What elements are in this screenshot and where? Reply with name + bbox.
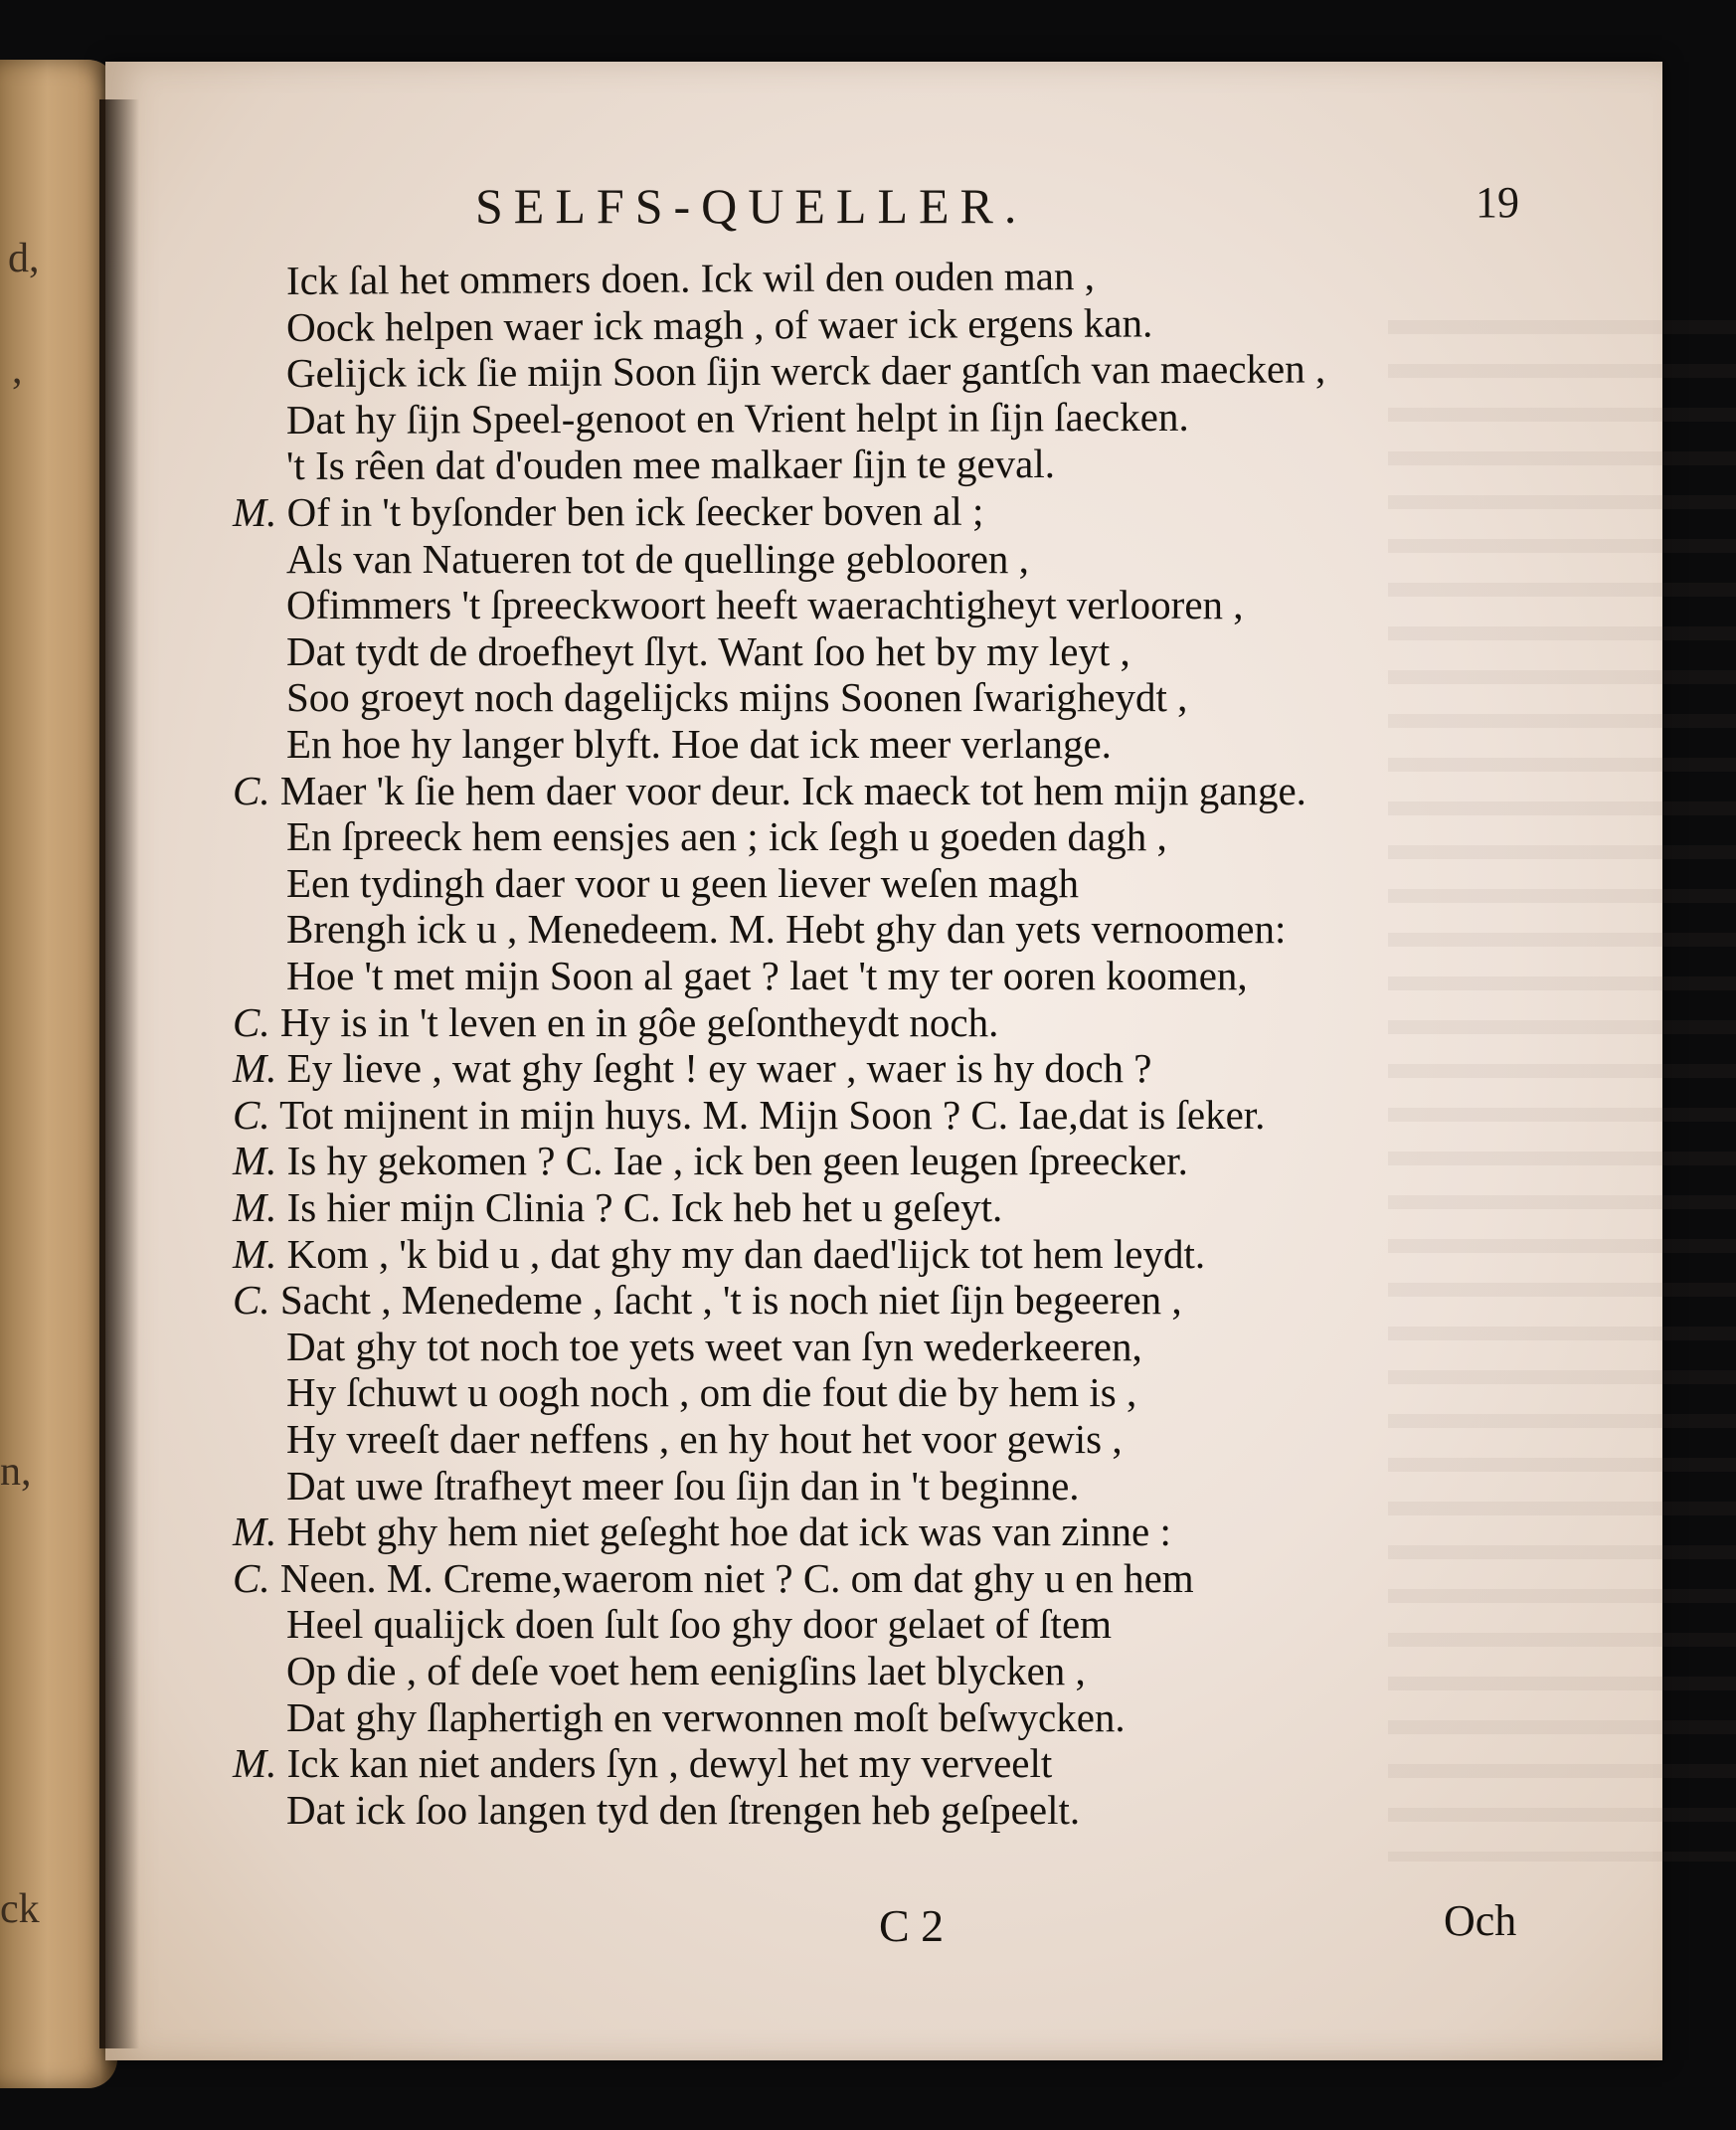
- line-text: Ey lieve , wat ghy ſeght ! ey waer , waer is hy doch ?: [286, 1045, 1152, 1092]
- book-page: [105, 62, 1662, 2060]
- line-text: Is hy gekomen ? C. Iae , ick ben geen leugen ſpreecker.: [286, 1138, 1188, 1184]
- speaker-label: M.: [233, 1138, 277, 1184]
- line-text: Soo groeyt noch dagelijcks mijns Soonen ſwarigheydt ,: [286, 674, 1188, 721]
- line-text: Of in 't byſonder ben ick ſeecker boven al ;: [286, 487, 984, 535]
- line-text: Een tydingh daer voor u geen liever weſen magh: [286, 859, 1079, 906]
- line-text: Sacht , Menedeme , ſacht , 't is noch niet ſijn begeeren ,: [279, 1277, 1182, 1324]
- text-line: [286, 859, 1079, 906]
- line-text: Heel qualijck doen ſult ſoo ghy door gelaet of ſtem: [286, 1601, 1113, 1648]
- line-text: Op die , of deſe voet hem eenigſins laet blycken ,: [286, 1648, 1086, 1693]
- text-line: [233, 1184, 1003, 1230]
- text-line: [233, 1045, 1152, 1092]
- line-text: Gelijck ick ſie mijn Soon ſijn werck daer gantſch van maecken ,: [285, 345, 1326, 397]
- line-text: En hoe hy langer blyft. Hoe dat ick meer verlange.: [286, 721, 1112, 767]
- text-line: [285, 441, 1056, 489]
- text-line: [286, 674, 1188, 721]
- text-line: [286, 582, 1244, 628]
- text-line: [233, 998, 999, 1045]
- line-text: Ick kan niet anders ſyn , dewyl het my verveelt: [286, 1740, 1053, 1787]
- line-text: Maer 'k ſie hem daer voor deur. Ick maeck tot hem mijn gange.: [279, 767, 1306, 813]
- text-line: [233, 1740, 1053, 1787]
- dialogue-text: [105, 62, 1662, 2060]
- line-text: Kom , 'k bid u , dat ghy my dan daed'lijck tot hem leydt.: [286, 1230, 1206, 1277]
- left-page-fragment: ,: [12, 347, 23, 393]
- speaker-label: M.: [232, 488, 277, 535]
- text-line: [285, 393, 1189, 443]
- text-line: [286, 1786, 1081, 1833]
- text-line: [285, 253, 1096, 303]
- line-text: Hy vreeſt daer neffens , en hy hout het voor gewis ,: [286, 1416, 1123, 1462]
- line-text: Dat ghy tot noch toe yets weet van ſyn wederkeeren,: [286, 1323, 1142, 1369]
- text-line: [285, 345, 1326, 397]
- text-line: [286, 1648, 1086, 1693]
- text-line: [286, 906, 1287, 953]
- line-text: En ſpreeck hem eensjes aen ; ick ſegh u goeden dagh ,: [286, 813, 1167, 860]
- gutter-shadow: [99, 99, 139, 2048]
- speaker-label: M.: [233, 1740, 277, 1787]
- left-page-fragment: ck: [0, 1886, 40, 1932]
- text-line: [233, 1091, 1266, 1138]
- line-text: 't Is rêen dat d'ouden mee malkaer ſijn te geval.: [285, 441, 1056, 489]
- page-number: 19: [1476, 178, 1519, 227]
- text-line: [286, 1369, 1137, 1416]
- text-line: [286, 1416, 1123, 1462]
- line-text: Hoe 't met mijn Soon al gaet ? laet 't my ter ooren koomen,: [286, 953, 1248, 998]
- speaker-label: C.: [233, 767, 270, 813]
- line-text: Dat hy ſijn Speel-genoot en Vrient helpt in ſijn ſaecken.: [285, 393, 1189, 443]
- running-title: SELFS-QUELLER.: [475, 178, 1028, 234]
- text-line: [233, 1230, 1206, 1277]
- text-line: [286, 1693, 1126, 1740]
- speaker-label: M.: [233, 1184, 277, 1230]
- line-text: Hebt ghy hem niet geſeght hoe dat ick was van zinne :: [286, 1509, 1171, 1555]
- text-line: [286, 627, 1130, 674]
- speaker-label: M.: [233, 1045, 277, 1092]
- text-line: [286, 813, 1167, 860]
- left-page-fragment: d,: [8, 236, 40, 281]
- text-line: [233, 1554, 1194, 1601]
- line-text: Dat ick ſoo langen tyd den ſtrengen heb geſpeelt.: [286, 1786, 1081, 1833]
- text-line: [286, 721, 1112, 767]
- line-text: Oock helpen waer ick magh , of waer ick ergens kan.: [285, 299, 1153, 350]
- line-text: Ofimmers 't ſpreeckwoort heeft waerachtigheyt verlooren ,: [286, 582, 1244, 628]
- text-line: [233, 1509, 1171, 1555]
- speaker-label: M.: [233, 1509, 277, 1555]
- catchword: Och: [1444, 1896, 1517, 1945]
- speaker-label: C.: [233, 1277, 270, 1324]
- text-line: [286, 953, 1248, 998]
- line-text: Brengh ick u , Menedeem. M. Hebt ghy dan yets vernoomen:: [286, 906, 1287, 953]
- line-text: Dat tydt de droefheyt ſlyt. Want ſoo het by my leyt ,: [286, 627, 1130, 674]
- text-line: [233, 767, 1306, 813]
- speaker-label: M.: [233, 1230, 277, 1277]
- text-line: [286, 1601, 1113, 1648]
- line-text: Als van Natueren tot de quellinge geblooren ,: [286, 535, 1029, 582]
- speaker-label: C.: [233, 1091, 270, 1138]
- left-page-fragment: n,: [0, 1449, 32, 1495]
- text-line: [285, 299, 1153, 350]
- signature-mark: C 2: [879, 1900, 945, 1951]
- line-text: Dat uwe ſtrafheyt meer ſou ſijn dan in 't beginne.: [286, 1462, 1080, 1509]
- line-text: Dat ghy ſlaphertigh en verwonnen moſt beſwycken.: [286, 1693, 1126, 1740]
- line-text: Neen. M. Creme,waerom niet ? C. om dat ghy u en hem: [279, 1554, 1194, 1601]
- speaker-label: C.: [233, 998, 270, 1045]
- speaker-label: C.: [233, 1554, 270, 1601]
- text-line: [233, 1138, 1188, 1184]
- line-text: Hy ſchuwt u oogh noch , om die fout die by hem is ,: [286, 1369, 1137, 1416]
- line-text: Tot mijnent in mijn huys. M. Mijn Soon ? C. Iae,dat is ſeker.: [279, 1091, 1266, 1138]
- text-line: [286, 1462, 1080, 1509]
- text-line: [286, 1323, 1142, 1369]
- line-text: Hy is in 't leven en in gôe geſontheydt noch.: [279, 998, 999, 1045]
- text-line: [233, 1277, 1182, 1324]
- text-line: [232, 487, 984, 535]
- line-text: Ick ſal het ommers doen. Ick wil den ouden man ,: [285, 253, 1096, 303]
- line-text: Is hier mijn Clinia ? C. Ick heb het u geſeyt.: [286, 1184, 1003, 1230]
- text-line: [286, 535, 1029, 582]
